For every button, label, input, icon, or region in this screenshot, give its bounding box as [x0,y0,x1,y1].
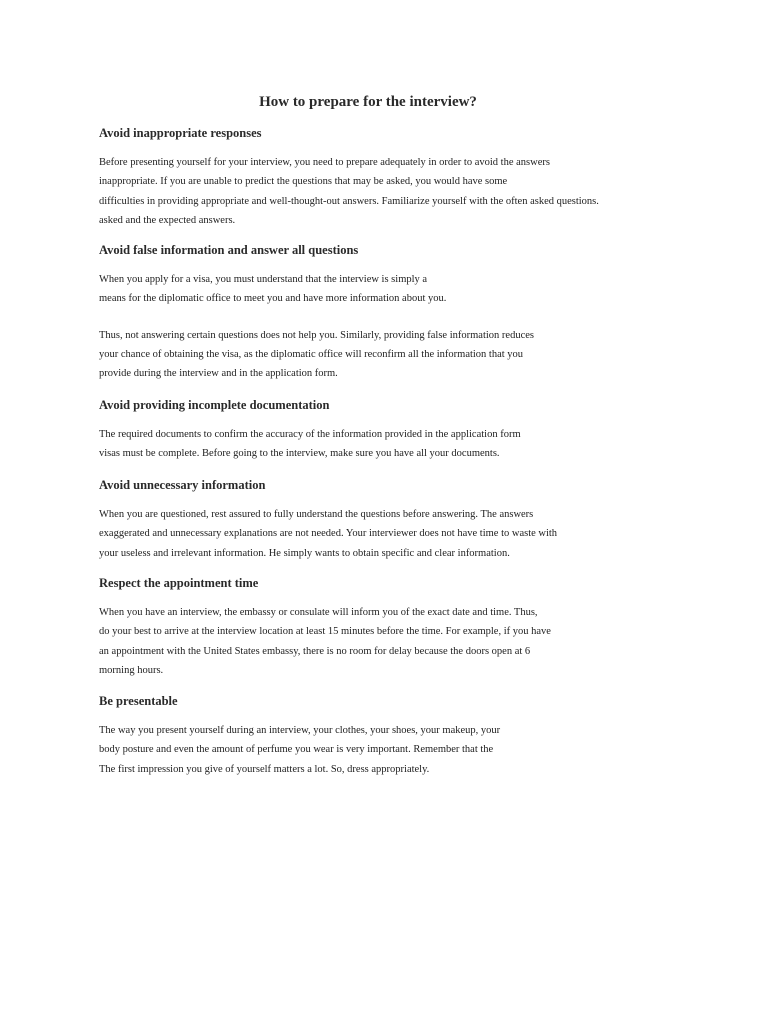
paragraph-line: body posture and even the amount of perfume you wear is very important. Remember that the [99,744,494,756]
paragraph-line: morning hours. [99,664,164,676]
paragraph-line: means for the diplomatic office to meet you and have more information about you. [99,293,447,305]
paragraph-line: When you have an interview, the embassy or consulate will inform you of the exact date and time. Thus, [99,607,538,618]
section-heading: Avoid inappropriate responses [99,126,262,140]
paragraph-line: difficulties in providing appropriate and well-thought-out answers. Familiarize yourself with the often asked questions. [99,195,599,207]
paragraph-line: visas must be complete. Before going to the interview, make sure you have all your documents. [99,448,500,460]
paragraph-line: The first impression you give of yourself matters a lot. So, dress appropriately. [99,763,430,775]
paragraph-line: do your best to arrive at the interview location at least 15 minutes before the time. For example, if you have [99,626,551,638]
paragraph-line: an appointment with the United States embassy, there is no room for delay because the doors open at 6 [99,645,531,657]
paragraph-gap [99,309,619,326]
paragraph-line: The required documents to confirm the accuracy of the information provided in the application form [99,429,521,440]
page-title: How to prepare for the interview? [259,94,477,110]
section-heading: Respect the appointment time [99,576,259,590]
paragraph-line: exaggerated and unnecessary explanations are not needed. Your interviewer does not have time to waste with [99,528,558,540]
section-appointment-time [99,575,619,680]
section-false-information [99,242,619,383]
paragraph-line: The way you present yourself during an interview, your clothes, your shoes, your makeup, your [99,725,501,736]
section-heading: Avoid providing incomplete documentation [99,398,330,412]
section-be-presentable [99,693,619,779]
section-heading: Avoid unnecessary information [99,478,266,492]
paragraph-line: provide during the interview and in the application form. [99,368,338,380]
section-inappropriate-responses [99,125,619,230]
paragraph-line: inappropriate. If you are unable to predict the questions that may be asked, you would have some [99,176,508,188]
paragraph-line: asked and the expected answers. [99,214,236,226]
section-heading: Avoid false information and answer all questions [99,243,359,257]
paragraph-line: When you are questioned, rest assured to fully understand the questions before answering. The answers [99,509,534,520]
paragraph-line: your chance of obtaining the visa, as the diplomatic office will reconfirm all the information that you [99,348,524,360]
paragraph-line: When you apply for a visa, you must understand that the interview is simply a [99,274,428,285]
section-unnecessary-information [99,477,619,563]
section-incomplete-documentation [99,397,619,464]
paragraph-line: Before presenting yourself for your interview, you need to prepare adequately in order to avoid the answers [99,157,550,168]
section-heading: Be presentable [99,694,178,708]
paragraph-line: your useless and irrelevant information. He simply wants to obtain specific and clear information. [99,547,510,559]
paragraph-line: Thus, not answering certain questions does not help you. Similarly, providing false information reduces [99,329,534,341]
